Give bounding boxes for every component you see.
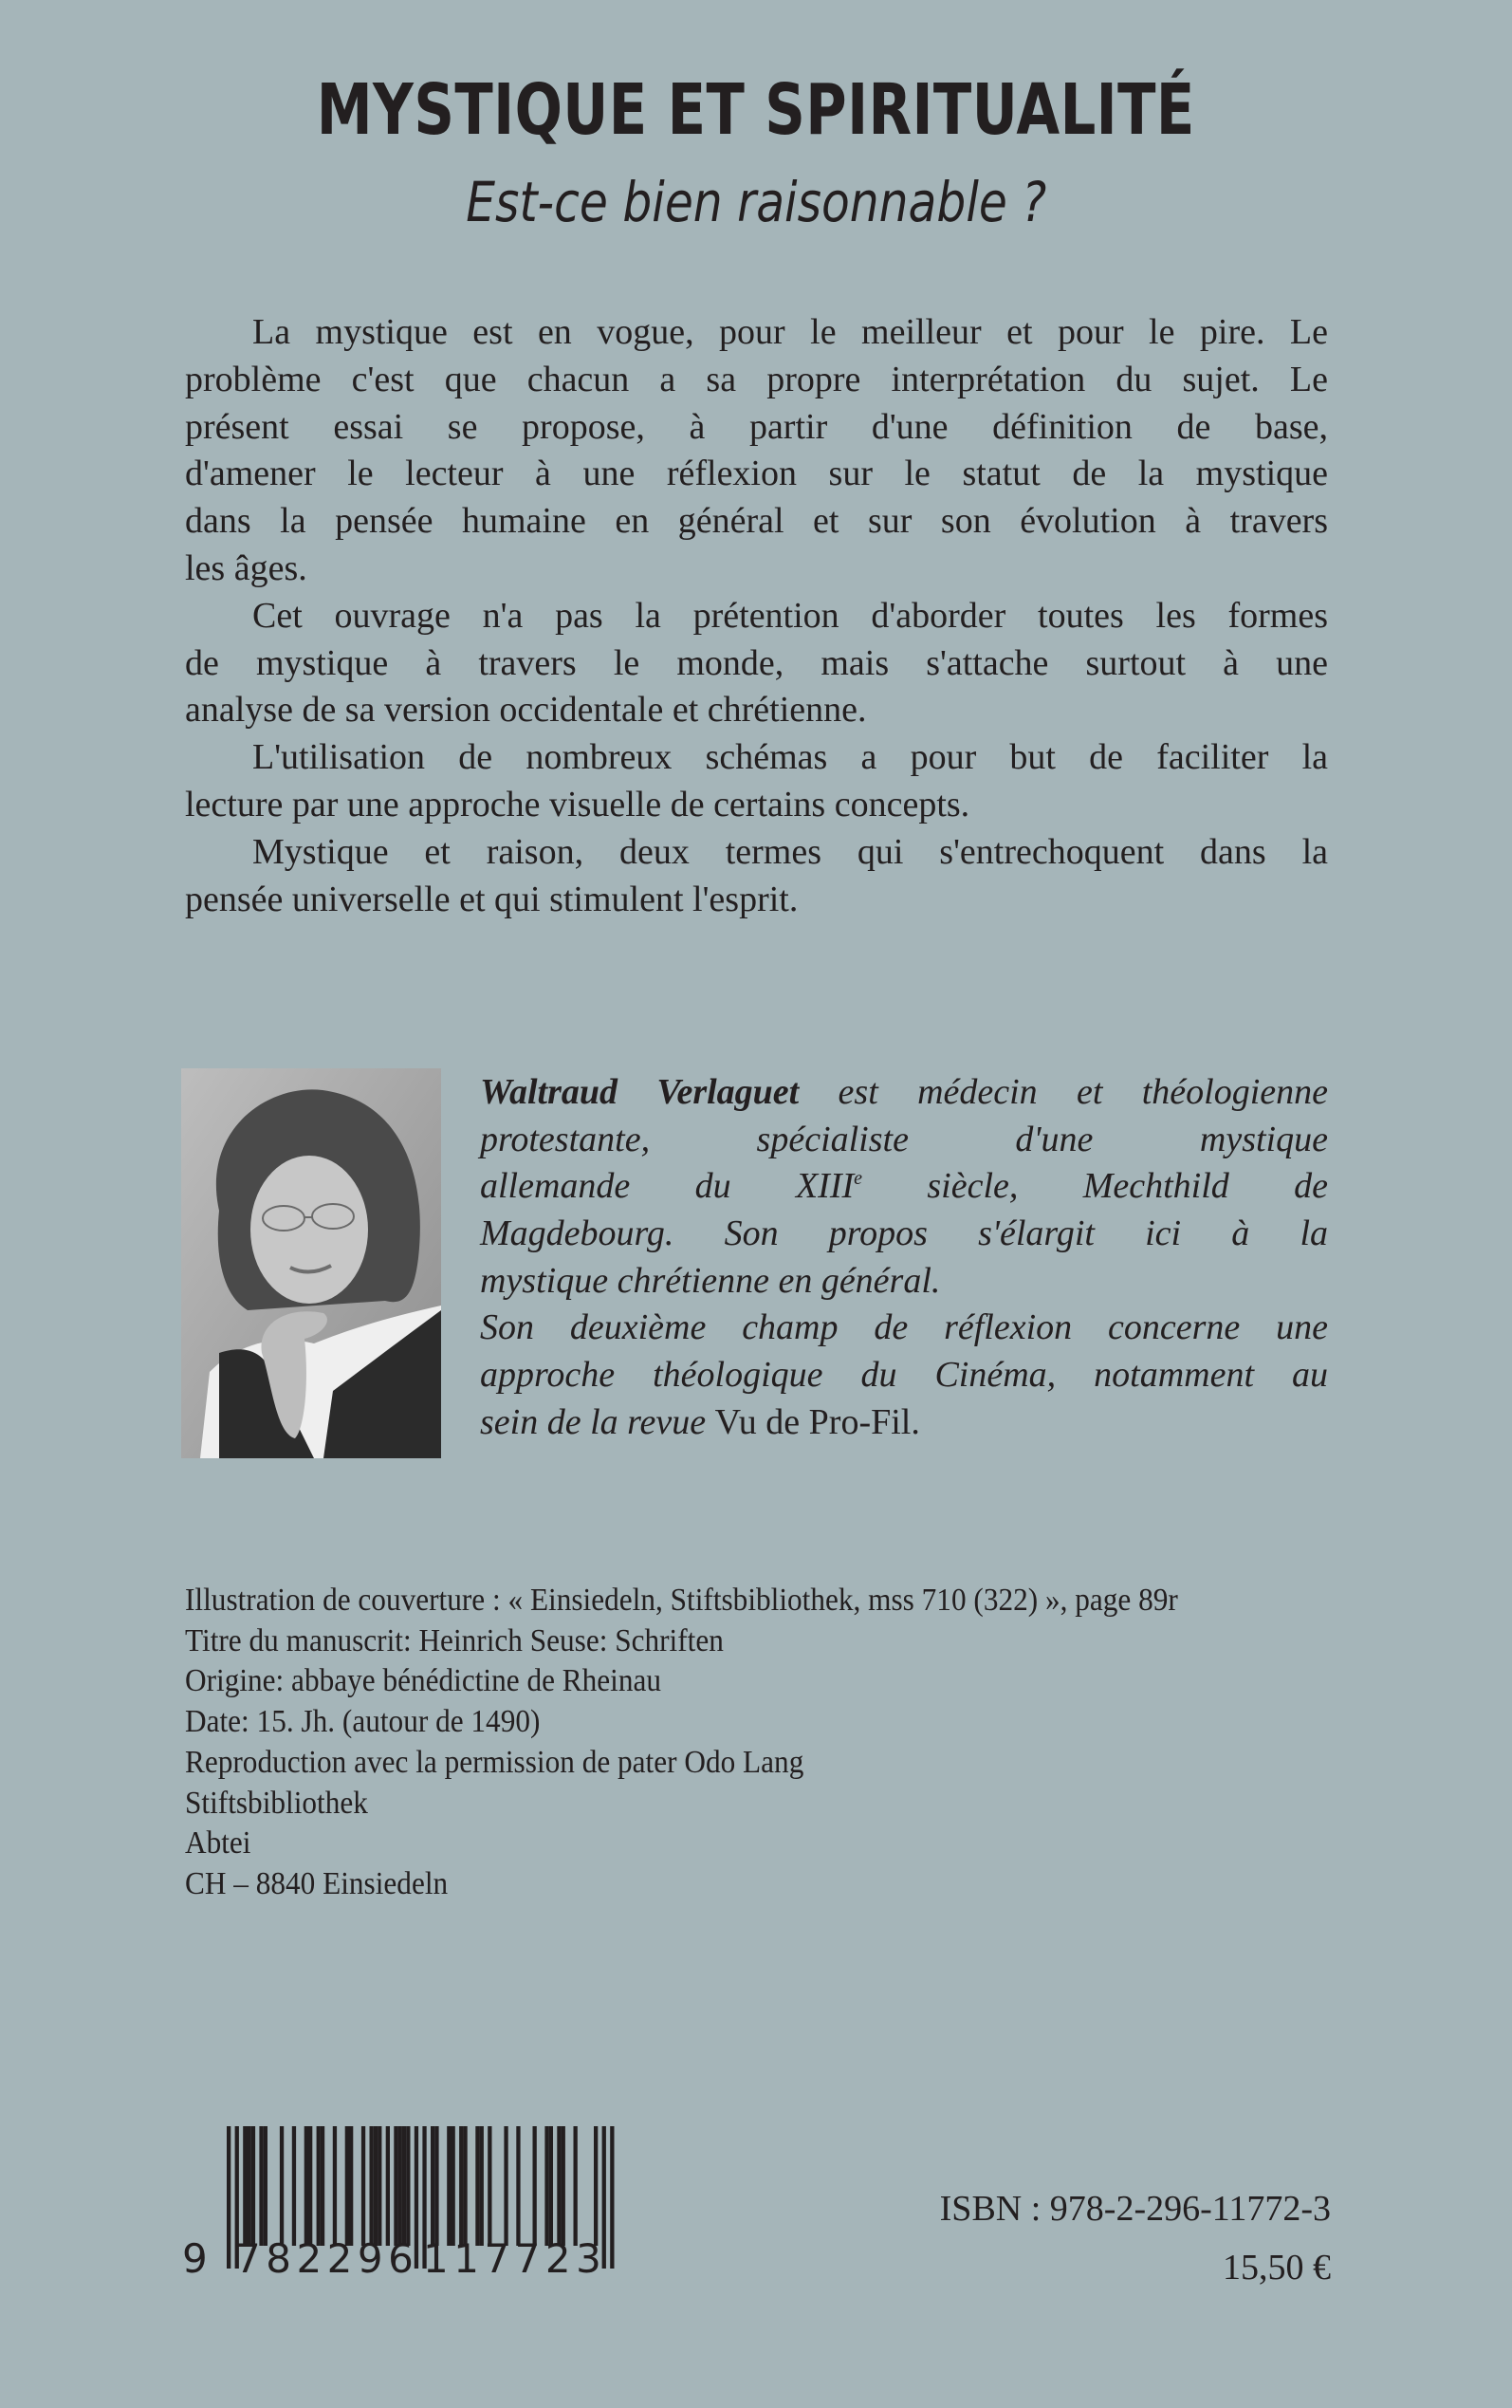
blurb-line: Mystique et raison, deux termes qui s'entrechoquent dans la	[252, 831, 1328, 872]
bio-line	[480, 1069, 1328, 1117]
book-title	[0, 70, 1512, 150]
book-subtitle	[0, 169, 1512, 235]
blurb-line: de mystique à travers le monde, mais s'attache surtout à une	[185, 642, 1328, 683]
bio-line	[480, 1399, 1328, 1447]
credit-line: Origine: abbaye bénédictine de Rheinau	[185, 1663, 662, 1699]
barcode-lead-digit: 9	[182, 2235, 208, 2282]
book-subtitle-text: Est-ce bien raisonnable ?	[466, 170, 1046, 234]
blurb-line: présent essai se propose, à partir d'une définition de base,	[185, 406, 1328, 447]
century-superscript: e	[854, 1168, 863, 1190]
credit-line: CH – 8840 Einsiedeln	[185, 1865, 449, 1901]
bio-line: approche théologique du Cinéma, notamment au	[480, 1355, 1328, 1396]
bio-text: est médecin et théologienne	[799, 1072, 1328, 1112]
blurb-line: pensée universelle et qui stimulent l'esprit.	[185, 879, 799, 919]
blurb-line: Cet ouvrage n'a pas la prétention d'aborder toutes les formes	[252, 595, 1328, 636]
blurb-line: lecture par une approche visuelle de certains concepts.	[185, 784, 970, 824]
barcode-right-digits: 117723	[423, 2235, 607, 2282]
blurb-line: analyse de sa version occidentale et chrétienne.	[185, 690, 867, 731]
credit-line: Stiftsbibliothek	[185, 1785, 368, 1821]
barcode-left-digits: 782296	[235, 2235, 419, 2282]
bio-line	[480, 1163, 1328, 1211]
credit-line: Reproduction avec la permission de pater Odo Lang	[185, 1744, 804, 1780]
credit-line: Titre du manuscrit: Heinrich Seuse: Schriften	[185, 1622, 724, 1658]
bio-text: siècle, Mechthild de	[862, 1166, 1328, 1207]
blurb-line: L'utilisation de nombreux schémas a pour but de faciliter la	[252, 737, 1328, 778]
ean-barcode	[178, 2121, 615, 2283]
bio-line: protestante, spécialiste d'une mystique	[480, 1119, 1328, 1159]
credit-line: Abtei	[185, 1825, 251, 1862]
bio-line: mystique chrétienne en général.	[480, 1260, 941, 1301]
bio-line: Son deuxième champ de réflexion concerne une	[480, 1307, 1328, 1348]
bio-text: sein de la revue	[480, 1401, 715, 1442]
bio-text: allemande du XIII	[480, 1166, 855, 1207]
blurb-text	[185, 309, 1328, 923]
author-bio	[480, 1069, 1328, 1447]
bio-line: Magdebourg. Son propos s'élargit ici à la	[480, 1213, 1328, 1254]
author-photo	[181, 1068, 441, 1458]
portrait-icon	[181, 1068, 441, 1458]
cover-illustration-credits	[185, 1581, 1371, 1905]
author-name: Waltraud Verlaguet	[480, 1072, 800, 1112]
magazine-name: Vu de Pro-Fil.	[714, 1401, 920, 1442]
blurb-line: d'amener le lecteur à une réflexion sur le statut de la mystique	[185, 454, 1328, 494]
book-price: 15,50 €	[1223, 2248, 1331, 2288]
book-title-text: MYSTIQUE ET SPIRITUALITÉ	[316, 69, 1195, 151]
blurb-line: les âges.	[185, 547, 307, 588]
credit-line: Date: 15. Jh. (autour de 1490)	[185, 1704, 541, 1740]
blurb-line: problème c'est que chacun a sa propre interprétation du sujet. Le	[185, 359, 1328, 399]
blurb-line: La mystique est en vogue, pour le meilleur et pour le pire. Le	[252, 312, 1328, 352]
blurb-line: dans la pensée humaine en général et sur son évolution à travers	[185, 501, 1328, 542]
credit-line: Illustration de couverture : « Einsiedeln, Stiftsbibliothek, mss 710 (322) », page 89r	[185, 1583, 1178, 1618]
isbn-number: ISBN : 978-2-296-11772-3	[939, 2189, 1331, 2229]
